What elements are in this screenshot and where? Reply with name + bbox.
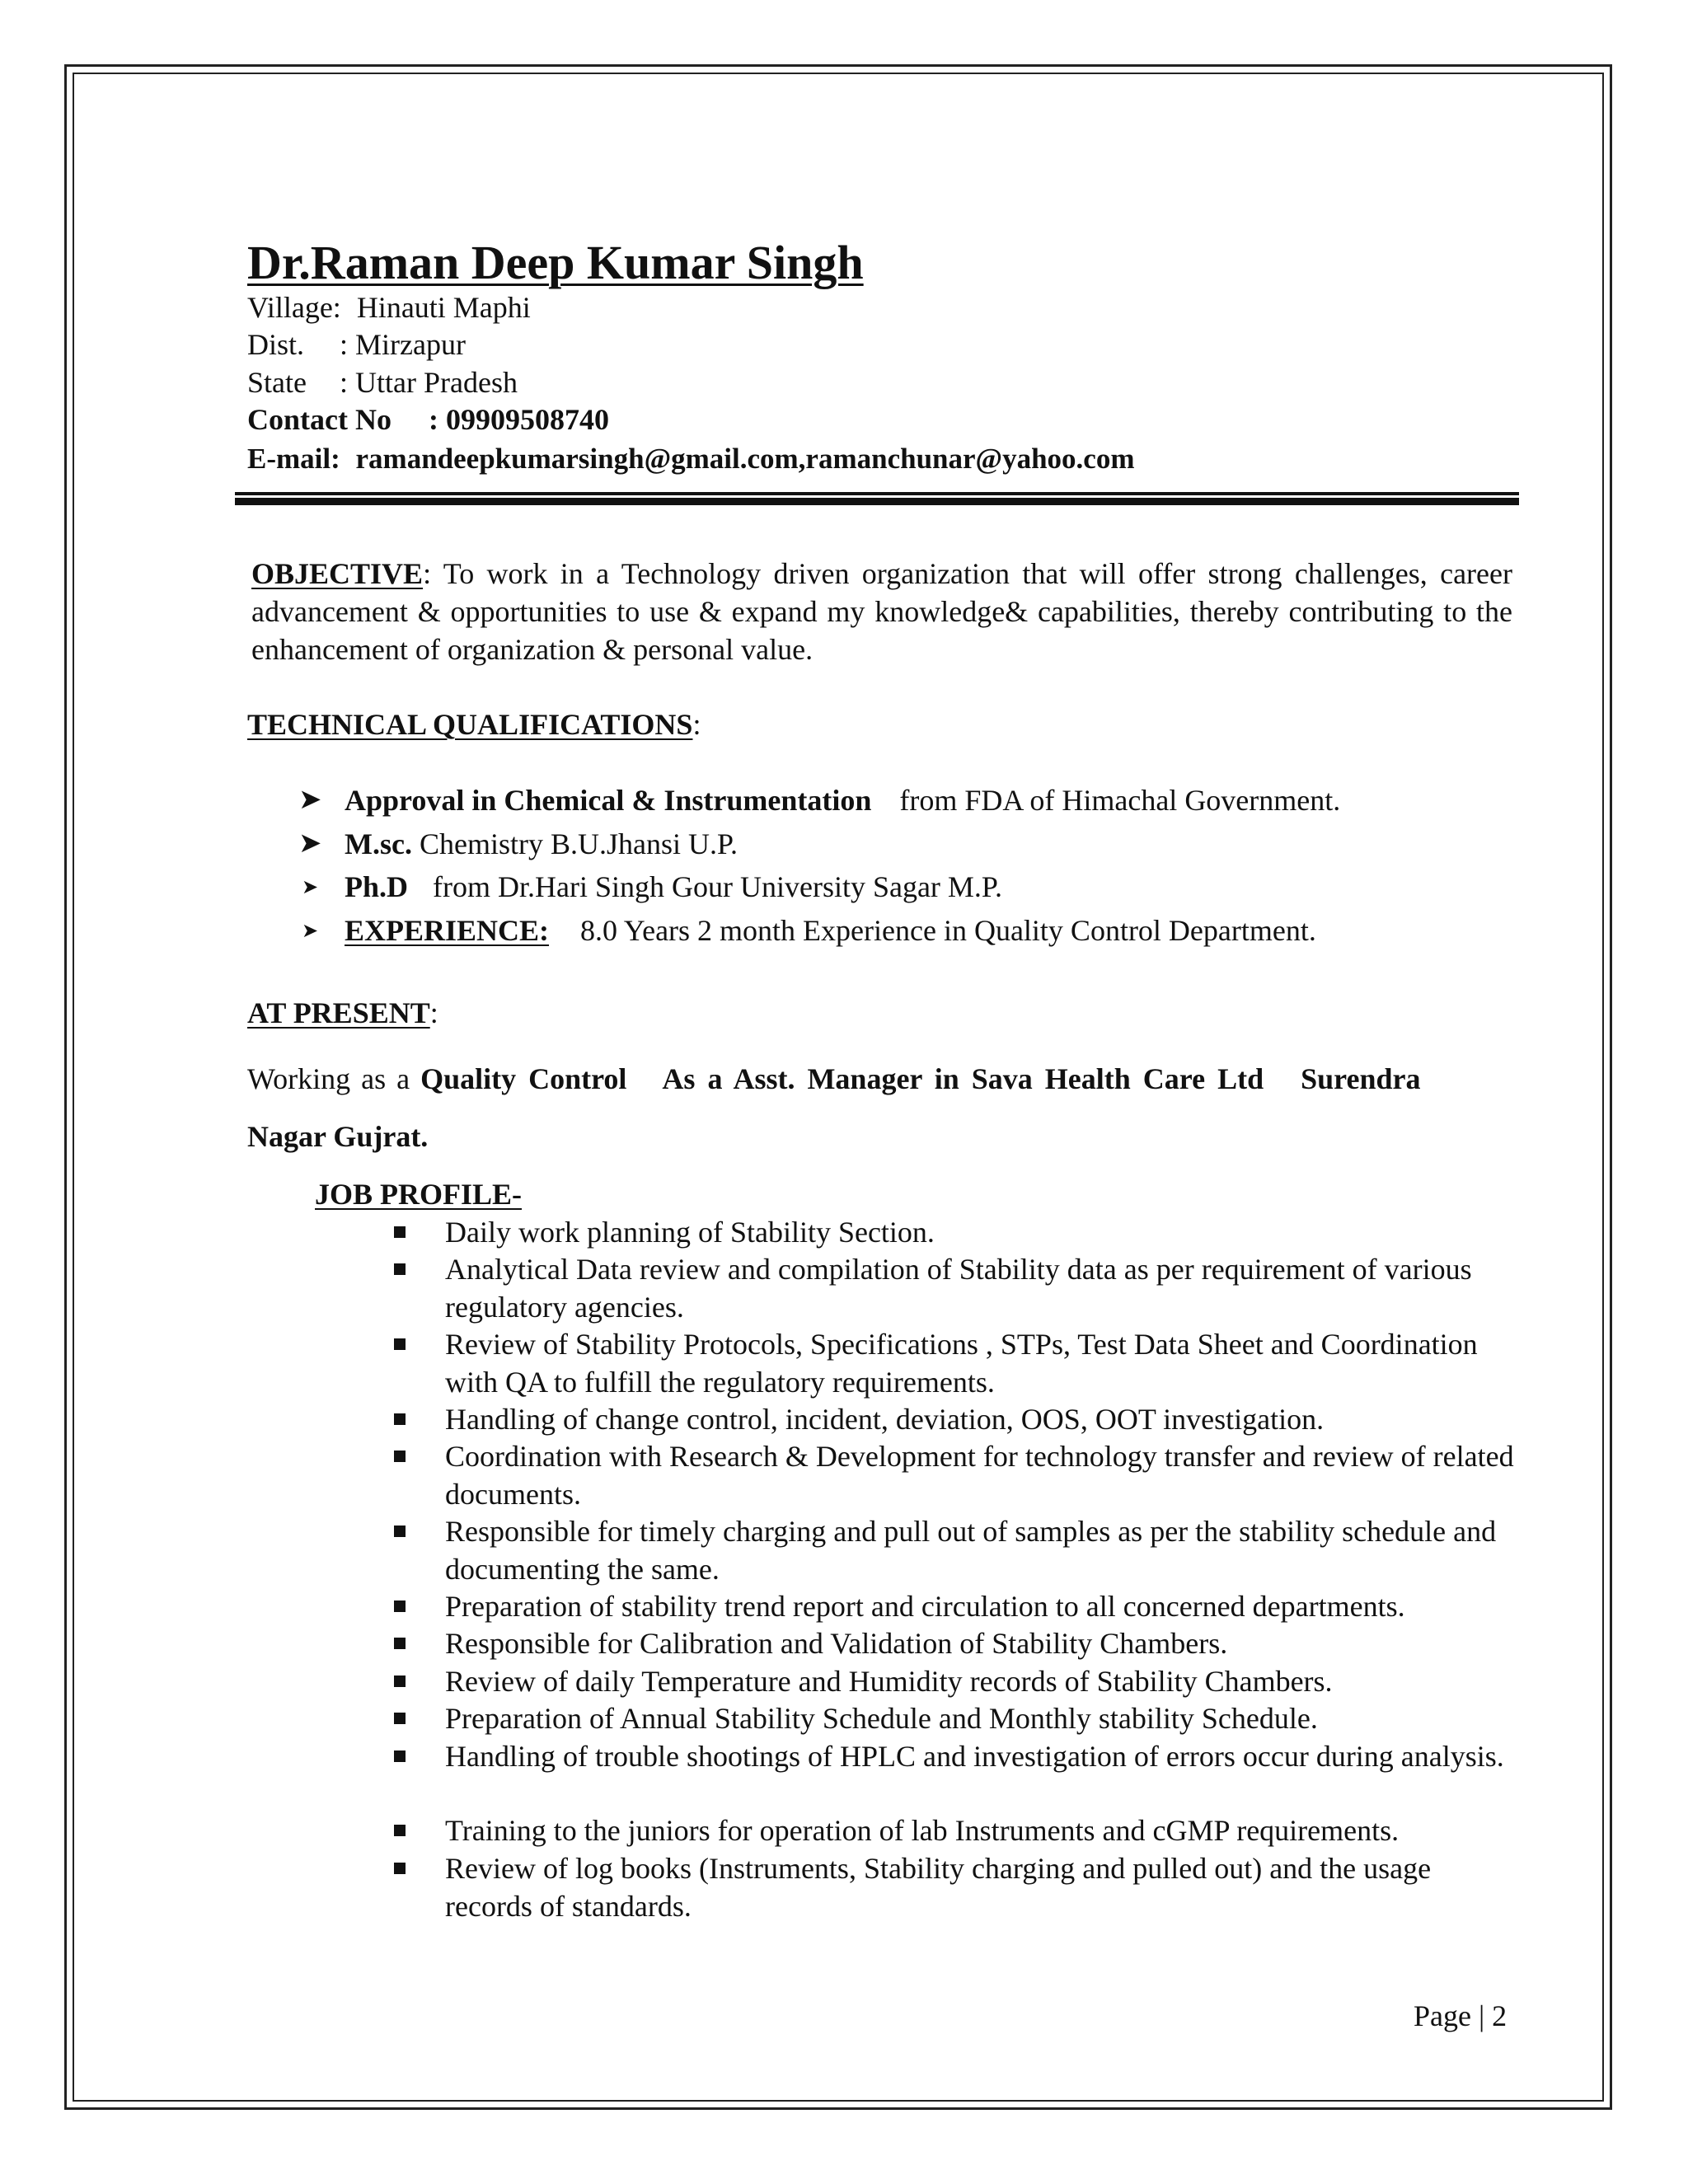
arrow-bullet-icon: ➤ <box>302 921 319 942</box>
job-profile-item: Review of log books (Instruments, Stability charging and pulled out) and the usage records of standards. <box>445 1852 1432 1923</box>
objective-heading: OBJECTIVE <box>251 557 424 590</box>
arrow-bullet-icon: ➤ <box>298 828 322 859</box>
present-position: Quality Control As a Asst. Manager in Sava Health Care Ltd Surendra <box>420 1062 1421 1095</box>
job-profile-item: Preparation of Annual Stability Schedule and Monthly stability Schedule. <box>445 1702 1318 1735</box>
job-profile-item: Review of Stability Protocols, Specifications , STPs, Test Data Sheet and Coordination with QA to fulfill the regulatory requirements. <box>445 1328 1478 1399</box>
job-profile-item: Training to the juniors for operation of lab Instruments and cGMP requirements. <box>445 1814 1400 1847</box>
technical-item: M.sc. Chemistry B.U.Jhansi U.P. <box>345 827 738 860</box>
job-profile-item: Review of daily Temperature and Humidity records of Stability Chambers. <box>445 1665 1333 1698</box>
job-profile-item: Analytical Data review and compilation of Stability data as per requirement of various regulatory agencies. <box>445 1253 1472 1324</box>
technical-item: Approval in Chemical & Instrumentation from FDA of Himachal Government. <box>345 784 1341 817</box>
square-bullet-icon <box>394 1451 406 1462</box>
present-line-1 <box>247 1062 1421 1096</box>
job-profile-item: Preparation of stability trend report and circulation to all concerned departments. <box>445 1590 1405 1623</box>
objective-text: : To work in a Technology driven organization that will offer strong challenges, career advancement & opportunities to use & expand my knowledge& capabilities, thereby contributing to the enhancement of organization & personal value. <box>251 557 1512 666</box>
dist-line <box>247 327 466 362</box>
email-label: E-mail: <box>247 443 340 475</box>
square-bullet-icon <box>394 1638 406 1649</box>
state-value: : Uttar Pradesh <box>340 366 518 399</box>
square-bullet-icon <box>394 1825 406 1836</box>
square-bullet-icon <box>394 1713 406 1724</box>
technical-heading: TECHNICAL QUALIFICATIONS: <box>247 708 701 741</box>
contact-line <box>247 402 609 437</box>
page-number: Page | 2 <box>1414 1999 1507 2032</box>
state-label: State <box>247 366 307 399</box>
email-value[interactable]: ramandeepkumarsingh@gmail.com,ramanchunar@yahoo.com <box>355 443 1135 475</box>
job-profile-item: Coordination with Research & Development for technology transfer and review of related documents. <box>445 1440 1514 1511</box>
square-bullet-icon <box>394 1675 406 1687</box>
state-line <box>247 365 518 400</box>
square-bullet-icon <box>394 1338 406 1350</box>
job-profile-item: Handling of change control, incident, deviation, OOS, OOT investigation. <box>445 1403 1325 1436</box>
square-bullet-icon <box>394 1263 406 1275</box>
square-bullet-icon <box>394 1226 406 1238</box>
contact-label: Contact No <box>247 403 392 436</box>
village-value: Hinauti Maphi <box>356 291 531 324</box>
village-label: Village: <box>247 291 341 324</box>
present-prefix: Working as a <box>247 1062 410 1095</box>
header-divider-thick <box>235 498 1519 505</box>
village-line <box>247 290 531 325</box>
technical-item: Ph.D from Dr.Hari Singh Gour University Sagar M.P. <box>345 870 1002 903</box>
present-heading: AT PRESENT: <box>247 996 438 1029</box>
square-bullet-icon <box>394 1413 406 1425</box>
job-profile-item: Responsible for Calibration and Validation of Stability Chambers. <box>445 1627 1228 1660</box>
job-profile-item: Daily work planning of Stability Section. <box>445 1216 935 1249</box>
job-profile-item: Handling of trouble shootings of HPLC and investigation of errors occur during analysis. <box>445 1740 1504 1773</box>
dist-label: Dist. <box>247 328 305 361</box>
job-profile-item: Responsible for timely charging and pull out of samples as per the stability schedule and documenting the same. <box>445 1515 1497 1586</box>
header-divider-thin <box>235 492 1519 495</box>
arrow-bullet-icon: ➤ <box>298 785 322 815</box>
candidate-name: Dr.Raman Deep Kumar Singh <box>247 236 864 289</box>
contact-value: : 09909508740 <box>429 403 609 436</box>
square-bullet-icon <box>394 1526 406 1537</box>
square-bullet-icon <box>394 1750 406 1762</box>
square-bullet-icon <box>394 1863 406 1874</box>
square-bullet-icon <box>394 1601 406 1612</box>
dist-value: : Mirzapur <box>340 328 466 361</box>
job-profile-heading: JOB PROFILE- <box>315 1178 523 1211</box>
objective-section <box>251 555 1512 668</box>
present-line-2: Nagar Gujrat. <box>247 1120 429 1153</box>
email-line <box>247 443 1135 476</box>
technical-item: EXPERIENCE: 8.0 Years 2 month Experience in Quality Control Department. <box>345 914 1316 947</box>
arrow-bullet-icon: ➤ <box>302 877 319 898</box>
